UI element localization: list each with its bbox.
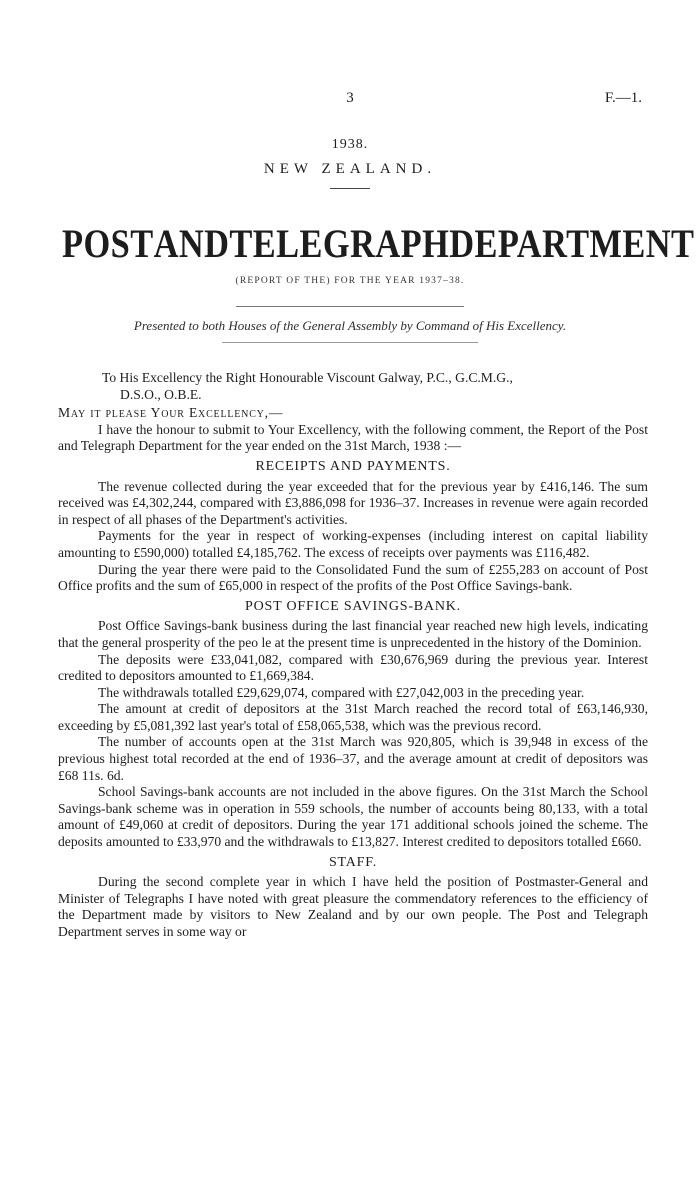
department-title <box>62 220 695 267</box>
address-line-1: To His Excellency the Right Honourable Viscount Galway, P.C., G.C.M.G., <box>102 370 513 385</box>
savings-paragraph-3: The withdrawals totalled £29,629,074, compared with £27,042,003 in the preceding year. <box>98 684 585 700</box>
page-number: 3 <box>346 90 354 106</box>
report-subtitle: (REPORT OF THE) FOR THE YEAR 1937–38. <box>235 276 465 286</box>
country-label: NEW ZEALAND. <box>263 161 437 177</box>
address-line-2: D.S.O., O.B.E. <box>120 386 202 402</box>
presented-line: Presented to both Houses of the General Assembly by Command of His Excellency. <box>133 318 567 333</box>
savings-paragraph-2: The deposits were £33,041,082, compared with £30,676,969 during the previous year. Interest credited to depositors amounted to £1,669,384. <box>58 651 648 684</box>
savings-paragraph-6: School Savings-bank accounts are not included in the above figures. On the 31st March the School Savings-bank scheme was in operation in 559 schools, the number of accounts being 80,133, with a total amount of £49,060 at credit of depositors. During the year 171 additional schools joined the scheme. The deposits amounted to £33,970 and the withdrawals to £13,827. Interest credited to depositors totalled £660. <box>58 784 648 850</box>
dept-word-and: AND <box>153 221 230 266</box>
savings-paragraph-5: The number of accounts open at the 31st March was 920,805, which is 39,948 in excess of the previous highest total recorded at the end of 1936–37, and the average amount at credit of depositors was £68 11s. 6d. <box>58 734 648 783</box>
salutation: May it please Your Excellency,— <box>58 405 284 421</box>
receipts-paragraph-2: Payments for the year in respect of working-expenses (including interest on capital liability amounting to £590,000) totalled £4,185,762. The excess of receipts over payments was £116,482. <box>58 528 648 560</box>
savings-paragraph-4: The amount at credit of depositors at the 31st March reached the record total of £63,146,930, exceeding by £5,081,392 last year's total of £58,065,538, which was the previous record. <box>58 701 648 733</box>
receipts-paragraph-1: The revenue collected during the year exceeded that for the previous year by £416,146. The sum received was £4,302,244, compared with £3,886,098 for 1936–37. Increases in revenue were again recorded in respect of all phases of the Department's activities. <box>58 478 648 527</box>
receipts-paragraph-3: During the year there were paid to the Consolidated Fund the sum of £255,283 on account of Post Office profits and the sum of £65,000 in respect of the profits of the Post Office Savings-bank. <box>58 561 648 594</box>
section-heading-staff: STAFF. <box>328 854 378 870</box>
divider-short <box>330 188 370 189</box>
report-body <box>58 370 648 941</box>
dept-word-department: DEPARTMENT <box>449 221 695 266</box>
staff-paragraph-1: During the second complete year in which I have held the position of Postmaster-General and Minister of Telegraphs I have noted with great pleasure the commendatory references to the efficiency of the Department made by visitors to New Zealand and by our own people. The Post and Telegraph Department serves in some way or <box>58 874 648 939</box>
section-heading-savings-bank: POST OFFICE SAVINGS-BANK. <box>245 598 461 614</box>
divider-mid <box>236 306 464 307</box>
section-heading-receipts: RECEIPTS AND PAYMENTS. <box>255 458 451 474</box>
year-label: 1938. <box>331 137 369 152</box>
intro-paragraph: I have the honour to submit to Your Excellency, with the following comment, the Report of the Post and Telegraph Department for the year ended on the 31st March, 1938 :— <box>58 421 648 454</box>
savings-paragraph-1: Post Office Savings-bank business during the last financial year reached new high levels, indicating that the general prosperity of the peo le at the present time is unprecedented in the history of the Dominion. <box>58 618 648 650</box>
dept-word-telegraph: TELEGRAPH <box>229 221 450 266</box>
divider-long <box>222 342 478 343</box>
dept-word-post: POST <box>62 221 154 266</box>
paper-code: F.—1. <box>604 90 642 106</box>
